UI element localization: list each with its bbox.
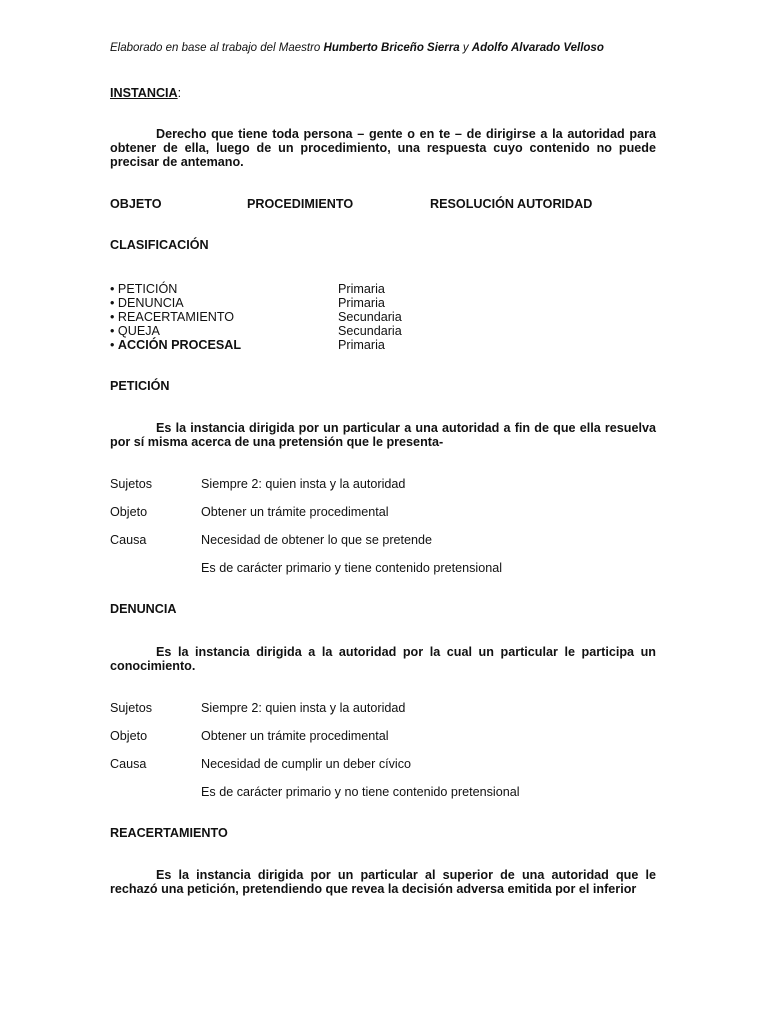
denuncia-title: DENUNCIA [110, 602, 177, 616]
row-value: Necesidad de cumplir un deber cívico [201, 757, 412, 771]
element-procedimiento: PROCEDIMIENTO [247, 197, 354, 211]
header-connector: y [459, 42, 472, 54]
row-value: Siempre 2: quien insta y la autoridad [201, 701, 406, 715]
bullet-icon: • [110, 338, 115, 352]
list-item [110, 310, 510, 324]
bullet-icon: • [110, 296, 115, 310]
instancia-definition: Derecho que tiene toda persona – gente o en te – de dirigirse a la autoridad para obtener de ella, luego de un procedimiento, una respuesta cuyo contenido no puede precisar de antemano. [110, 127, 656, 169]
denuncia-note: Es de carácter primario y no tiene contenido pretensional [201, 785, 520, 799]
header-author-1: Humberto Briceño Sierra [323, 42, 460, 54]
list-item [110, 296, 510, 310]
instancia-colon: : [177, 86, 182, 100]
item-type: Secundaria [338, 310, 402, 324]
item-type: Primaria [338, 296, 385, 310]
bullet-icon: • [110, 324, 115, 338]
row-value: Obtener un trámite procedimental [201, 729, 389, 743]
row-label: Causa [110, 757, 147, 771]
bullet-icon: • [110, 282, 115, 296]
reacertamiento-definition: Es la instancia dirigida por un particular al superior de una autoridad que le rechazó una petición, pretendiendo que revea la decisión adversa emitida por el inferior [110, 868, 656, 896]
row-value: Obtener un trámite procedimental [201, 505, 389, 519]
row-label: Objeto [110, 729, 148, 743]
peticion-title: PETICIÓN [110, 379, 170, 393]
instancia-heading [110, 86, 181, 100]
list-item [110, 282, 510, 296]
elements-row [110, 197, 656, 211]
row-value: Necesidad de obtener lo que se pretende [201, 533, 433, 547]
element-resolucion-autoridad: RESOLUCIÓN AUTORIDAD [430, 197, 593, 211]
item-label: ACCIÓN PROCESAL [117, 338, 242, 352]
item-type: Primaria [338, 338, 385, 352]
row-label: Sujetos [110, 701, 153, 715]
denuncia-definition: Es la instancia dirigida a la autoridad por la cual un particular le participa un conocimiento. [110, 645, 656, 673]
clasificacion-title: CLASIFICACIÓN [110, 238, 209, 252]
item-type: Secundaria [338, 324, 402, 338]
item-label: PETICIÓN [117, 282, 178, 296]
row-label: Objeto [110, 505, 148, 519]
row-label: Sujetos [110, 477, 153, 491]
header-author-2: Adolfo Alvarado Velloso [471, 42, 604, 54]
list-item [110, 338, 510, 352]
bullet-icon: • [110, 310, 115, 324]
item-type: Primaria [338, 282, 385, 296]
element-objeto: OBJETO [110, 197, 162, 211]
reacertamiento-title: REACERTAMIENTO [110, 826, 228, 840]
item-label: QUEJA [117, 324, 160, 338]
peticion-note: Es de carácter primario y tiene contenido pretensional [201, 561, 503, 575]
page-header [110, 41, 670, 55]
header-prefix: Elaborado en base al trabajo del Maestro [110, 42, 324, 54]
item-label: DENUNCIA [117, 296, 184, 310]
instancia-title: INSTANCIA [110, 86, 178, 100]
list-item [110, 324, 510, 338]
row-value: Siempre 2: quien insta y la autoridad [201, 477, 406, 491]
item-label: REACERTAMIENTO [117, 310, 235, 324]
row-label: Causa [110, 533, 147, 547]
peticion-definition: Es la instancia dirigida por un particular a una autoridad a fin de que ella resuelva por sí misma acerca de una pretensión que le presenta- [110, 421, 656, 449]
